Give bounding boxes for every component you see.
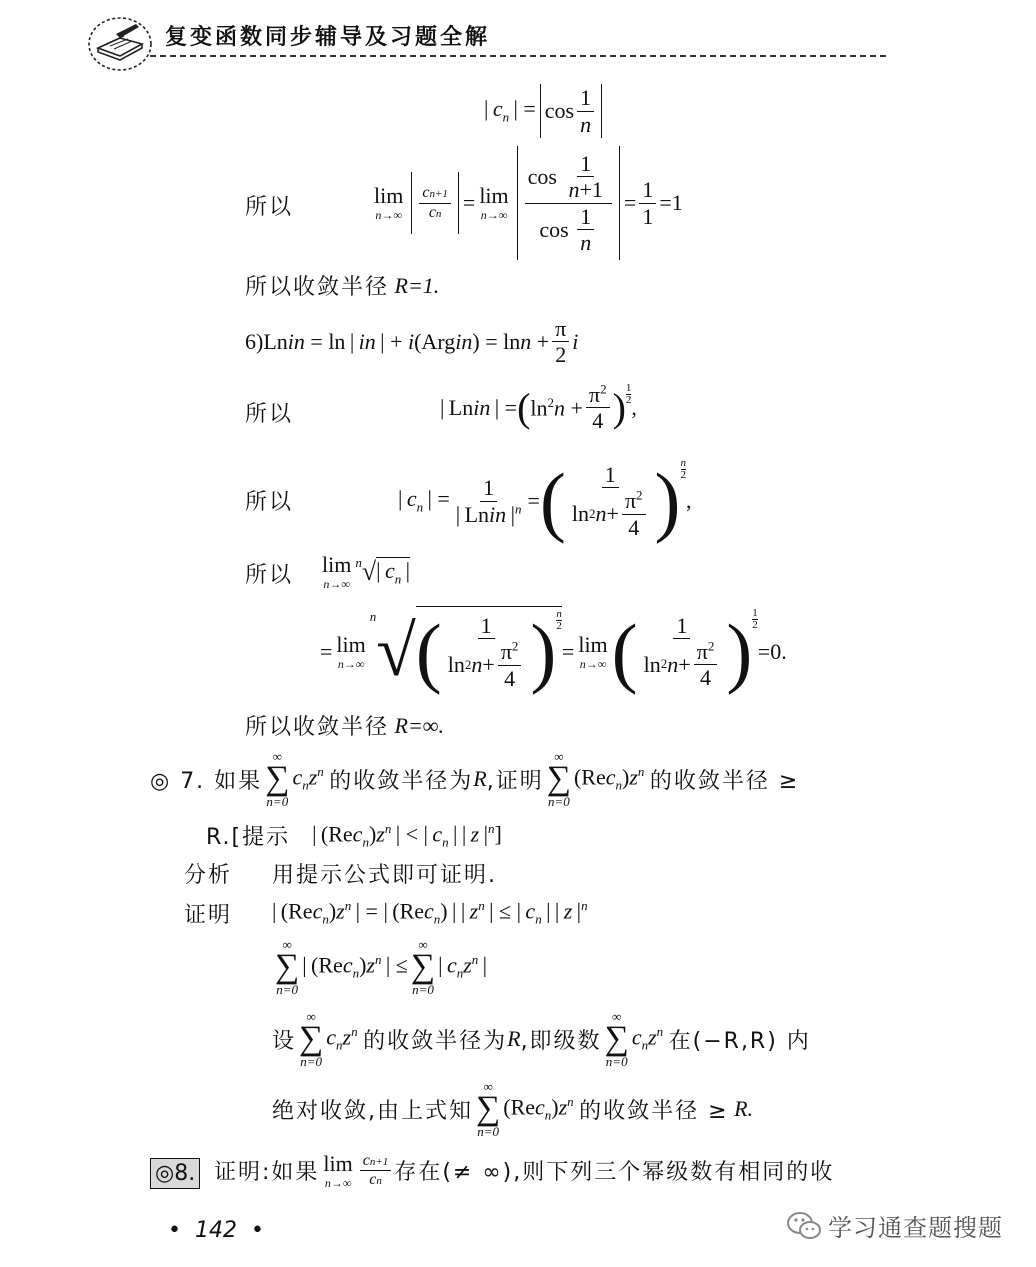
header-dash-rule <box>150 55 886 57</box>
so-label-1: 所以 <box>245 195 294 220</box>
so-label-4: 所以 <box>245 563 294 588</box>
header-logo <box>86 14 158 72</box>
radius-result-inf: 所以收敛半径 R=∞. <box>245 712 444 740</box>
proof-line-4: 绝对收敛,由上式知 ∞ ∑ n=0 $(Rec_n)z^n$ 的收敛半径 ≥ R. <box>272 1079 754 1140</box>
q7-statement: ◎ 7. 如果 ∞ ∑ n=0 $c_nz^n$ 的收敛半径为 R ,证明 ∞ ∑ n=0 $(Rec_n)z^n$ 的收敛半径 ≥ <box>150 749 800 810</box>
analysis-text: 用提示公式即可证明. <box>272 863 497 888</box>
eq-ratio-limit: lim n→∞ $\frac{cn+1}{cn}$ = lim n→∞ cos $\frac{1}{n+1}$ cos $\frac{1}{n}$ = $\frac{1}{1}$ =1 <box>370 146 683 260</box>
wechat-icon <box>786 1210 822 1242</box>
eq-cn-abs: | $c_n$ | = cos $\frac{1}{n}$ <box>484 84 606 138</box>
eq-root-result: = lim n→∞ n √ ( 1 ln 2 n + $\frac{\pi^2}{4}$ ) n 2 = lim n→∞ ( 1 ln 2 n + $\frac{\pi^2}{4}$ ) $\frac{1}{2}$ =0. <box>320 607 787 695</box>
q8-label: ◎8. <box>150 1158 200 1189</box>
q7-hint: R.[提示 | $(Rec_n)z^n$ | < | $c_n$ | | z $|^n$] <box>206 820 502 850</box>
q8-statement: 证明:如果 lim n→∞ $\frac{cn+1}{cn}$ 存在(≠ ∞),则下列三个幂级数有相同的收 <box>214 1150 835 1190</box>
eq-item6: 6) Lnin = ln | in | + i(Argin) = lnn + $\frac{\pi}{2}$ i <box>245 316 579 368</box>
eq-abs-lnin: | Lnin | = ( $\ln^2n$ + $\frac{\pi^2}{4}$ ) 1 2 , <box>440 381 637 434</box>
header-title: 复变函数同步辅导及习题全解 <box>165 25 491 50</box>
analysis-label: 分析 <box>184 863 233 888</box>
watermark: 学习通查题搜题 <box>786 1208 1003 1243</box>
page-number-block: • 142 • <box>168 1218 264 1243</box>
book-pen-icon <box>86 14 158 72</box>
proof-ineq-1: | $(Rec_n)z^n$ | = | (Rec$_n$) | | $z^n$ | ≤ | $c_n$ | | z $|^n$ <box>272 898 588 927</box>
proof-ineq-2: ∞ ∑ n=0 | $(Rec_n)z^n$ | ≤ ∞ ∑ n=0 | $c_nz^n$ | <box>275 937 488 998</box>
eq-cn-expr: | $c_n$ | = $\frac{1}{| Lnin |^n}$ = ( 1 ln 2 n + $\frac{\pi^2}{4}$ ) n 2 , <box>398 456 692 544</box>
proof-line-3: 设 ∞ ∑ n=0 $c_nz^n$ 的收敛半径为 R ,即级数 ∞ ∑ n=0 $c_nz^n$ 在(−R,R) 内 <box>272 1009 811 1070</box>
radius-result-1: 所以收敛半径 R=1. <box>245 272 440 300</box>
eq-root-limit: lim n→∞ n √ | $c_n$ | <box>322 552 411 591</box>
proof-label: 证明 <box>184 903 233 928</box>
so-label-2: 所以 <box>245 402 294 427</box>
so-label-3: 所以 <box>245 490 294 515</box>
page-number: 142 <box>194 1218 237 1243</box>
